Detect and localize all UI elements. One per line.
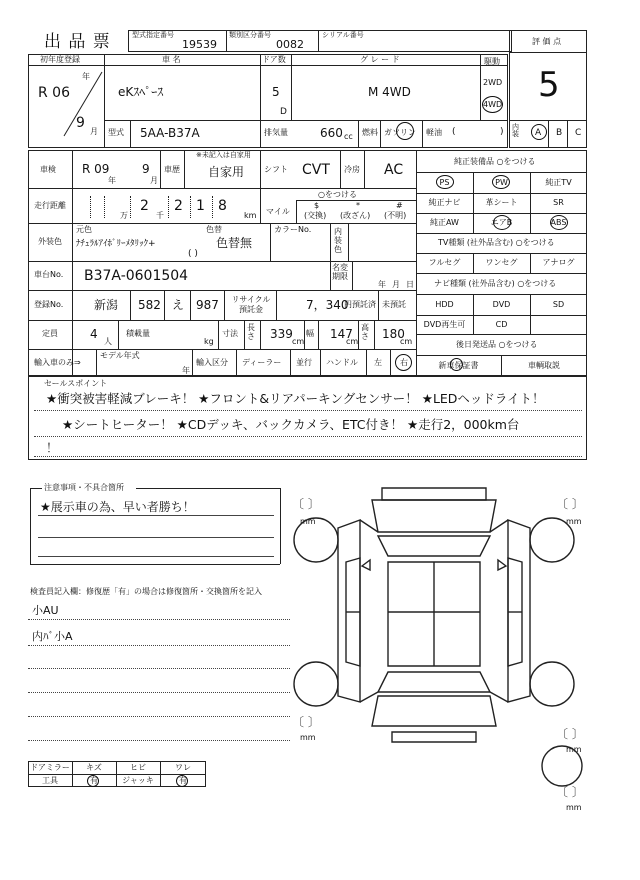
- score-label: 評 価 点: [532, 37, 562, 46]
- handle-left: 左: [374, 358, 382, 367]
- car-damage-diagram: [290, 470, 590, 770]
- shaken-label: 車検: [40, 165, 56, 174]
- score-value: 5: [538, 65, 560, 105]
- ac-label: 冷房: [344, 165, 360, 174]
- mileage-unknown: (不明): [384, 211, 407, 220]
- width-value: 147: [330, 327, 353, 341]
- equip-navi: 純正ナビ: [428, 198, 461, 207]
- later-warranty: 新車保証書: [438, 361, 479, 370]
- equip-airbag: エアB: [490, 218, 513, 227]
- sales-line-1: ★衝突被害軽減ブレーキ！ ★フロント&リアパーキングセンサー！ ★LEDヘッドライト！: [46, 391, 545, 406]
- inspector-label: 検査員記入欄：修復歴「有」の場合は修復箇所・交換箇所を記入: [30, 587, 262, 596]
- drive-2wd: 2WD: [483, 78, 503, 87]
- sales-line-3: ！: [46, 441, 59, 455]
- mileage-exchange: (交換): [304, 211, 327, 220]
- recycle-amount: 7，340: [306, 298, 349, 312]
- tv-header: TV種類 (社外品含む) ○をつける: [438, 238, 555, 247]
- mileage-digit-3: 1: [196, 198, 205, 214]
- color-swap: 色替無: [216, 236, 253, 250]
- model-no-value: 19539: [182, 38, 217, 51]
- grade-label: グ レ ー ド: [360, 55, 400, 64]
- fuel-circle: [396, 122, 414, 140]
- tire-rear-right-bracket: 〔 〕: [556, 727, 584, 741]
- interior-color-label: 内装色: [334, 227, 342, 254]
- name-change-label: 名変期限: [332, 263, 348, 281]
- drive-4wd-circle: [482, 96, 503, 113]
- equip-aw: 純正AW: [430, 218, 459, 227]
- notes-label: 注意事項・不具合箇所: [44, 483, 124, 492]
- dvd-label: DVD再生可: [423, 320, 466, 329]
- first-reg-month: 9: [76, 115, 85, 131]
- displacement-label: 排気量: [264, 128, 288, 137]
- interior-a-circle: [531, 124, 547, 140]
- length-value: 339: [270, 327, 293, 341]
- capacity-label: 定員: [42, 329, 58, 338]
- history-note: ※未記入は自家用: [196, 151, 251, 159]
- equipment-header: 純正装備品 ○をつける: [454, 157, 536, 166]
- interior-label: 内装: [512, 123, 519, 138]
- recycle-label: リサイクル預託金: [231, 295, 271, 314]
- inspector-line-1: 小AU: [32, 604, 59, 617]
- history-label: 車歴: [164, 165, 180, 174]
- dimensions-label: 寸法: [222, 329, 238, 338]
- equip-pw: PW: [495, 178, 508, 187]
- mileage-digit-1: 2: [140, 198, 149, 214]
- legend-jack-have: 有: [179, 776, 187, 785]
- shift-value: CVT: [302, 162, 330, 178]
- recycle-unpaid: 未預託: [382, 300, 406, 309]
- equip-leather: 革シート: [485, 198, 518, 207]
- color-no-label: カラーNo.: [274, 225, 312, 234]
- interior-b: B: [556, 128, 563, 138]
- legend-tools-have: 有: [90, 776, 98, 785]
- import-dealer: ディーラー: [242, 358, 282, 367]
- model-no-label: 型式指定番号: [132, 31, 174, 39]
- reg-kana: え: [172, 298, 185, 312]
- shift-label: シフト: [264, 165, 288, 174]
- first-reg-label: 初年度登録: [40, 55, 80, 64]
- door-type: D: [280, 107, 287, 117]
- model-year-label: モデル年式: [100, 351, 140, 360]
- navi-header: ナビ種類 (社外品含む) ○をつける: [434, 279, 557, 288]
- handle-right: 右: [400, 358, 408, 367]
- model-label: 型式: [108, 128, 124, 137]
- mileage-digit-2: 2: [174, 198, 183, 214]
- legend-jack: ジャッキ: [122, 776, 154, 785]
- first-reg-year: R 06: [38, 85, 70, 101]
- mile-label: マイル: [266, 207, 290, 216]
- import-label: 輸入車のみ⇒: [34, 358, 81, 367]
- handle-label: ハンドル: [326, 358, 358, 367]
- mileage-digit-4: 8: [218, 198, 227, 214]
- reg-number: 987: [196, 298, 219, 312]
- registration-label: 登録No.: [34, 300, 64, 309]
- car-name-label: 車 名: [162, 55, 181, 64]
- equip-tv: 純正TV: [545, 178, 572, 187]
- tire-spare-bracket: 〔 〕: [556, 785, 584, 799]
- reg-class: 582: [138, 298, 161, 312]
- notes-text: ★展示車の為、早い者勝ち！: [40, 500, 195, 514]
- shaken-month: 9: [142, 162, 150, 176]
- legend-tools: 工具: [42, 776, 58, 785]
- fuel-diesel: 軽油: [426, 128, 442, 137]
- shaken-year: R 09: [82, 162, 110, 176]
- equip-ps: PS: [439, 178, 450, 187]
- doors-label: ドア数: [262, 55, 286, 64]
- equip-sr: SR: [553, 198, 564, 207]
- mileage-mark-note: ○をつける: [318, 190, 357, 199]
- interior-a: A: [535, 128, 542, 138]
- category-label: 類別区分番号: [229, 31, 271, 39]
- import-type-label: 輸入区分: [196, 358, 228, 367]
- sales-line-2: ★シートヒーター！ ★CDデッキ、バックカメラ、ETC付き！ ★走行2，000km台: [62, 417, 520, 432]
- tire-rear-left-bracket: 〔 〕: [292, 715, 320, 729]
- drive-4wd: 4WD: [483, 100, 503, 109]
- tire-front-left-bracket: 〔 〕: [292, 497, 320, 511]
- car-name: eKｽﾍﾟｰｽ: [118, 85, 164, 99]
- height-value: 180: [382, 327, 405, 341]
- chassis-value: B37A-0601504: [84, 268, 189, 284]
- fuel-gasoline: ガソリン: [384, 128, 416, 137]
- later-header: 後日発送品 ○をつける: [456, 340, 538, 349]
- mileage-tampered: (改ざん): [340, 211, 371, 220]
- category-value: 0082: [276, 38, 304, 51]
- original-color: ﾅﾁｭﾗﾙｱｲﾎﾞﾘｰﾒﾀﾘｯｸ+: [76, 239, 156, 249]
- handle-right-circle: [395, 354, 412, 371]
- cd-label: CD: [495, 320, 508, 329]
- sales-points-label: セールスポイント: [44, 379, 108, 388]
- fuel-label: 燃料: [362, 128, 378, 137]
- form-title: 出 品 票: [44, 32, 111, 52]
- capacity-value: 4: [90, 327, 98, 341]
- history-value: 自家用: [208, 165, 245, 179]
- inspector-line-2: 内ﾊﾞ小A: [32, 630, 73, 643]
- drive-label: 駆動: [484, 57, 500, 66]
- mileage-label: 走行距離: [34, 201, 66, 210]
- displacement-value: 660: [320, 126, 343, 140]
- import-parallel: 並行: [296, 358, 312, 367]
- later-manual: 車輌取説: [528, 361, 560, 370]
- color-label: 外装色: [38, 237, 62, 246]
- serial-label: シリアル番号: [322, 31, 364, 39]
- equip-abs: ABS: [550, 218, 567, 227]
- doors-value: 5: [272, 85, 280, 99]
- tire-front-right-bracket: 〔 〕: [556, 497, 584, 511]
- chassis-label: 車台No.: [34, 270, 64, 279]
- model-code: 5AA-B37A: [140, 126, 200, 140]
- reg-region: 新潟: [94, 298, 119, 312]
- grade-value: M 4WD: [368, 85, 411, 99]
- ac-value: AC: [384, 162, 404, 178]
- payload-label: 積載量: [126, 329, 150, 338]
- interior-c: C: [575, 128, 582, 138]
